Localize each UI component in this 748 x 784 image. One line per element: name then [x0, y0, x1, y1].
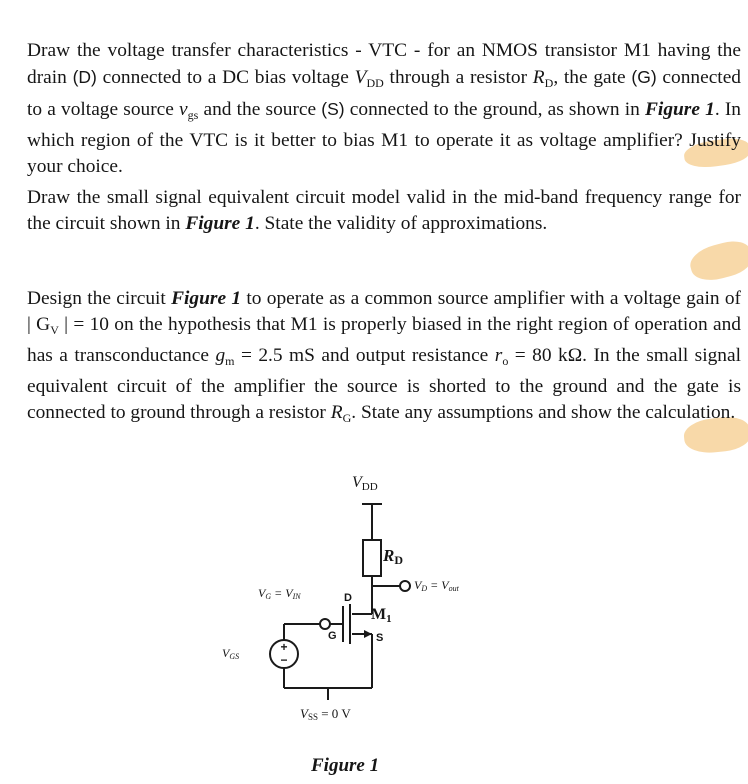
vgs-label: VGS [222, 646, 240, 661]
question-1: Draw the voltage transfer characteristics - VTC - for an NMOS transistor M1 having the drain (D) connected to a DC bias voltage $V_{DD}$ through a resistor $R_D$, the gate (G) connected to a voltage source $v_{gs}$ and the source (S) connected to the ground, as shown in Figure 1. In which region of the VTC is it better to bias M1 to operate it as voltage amplifier? Justify your choice. [27, 40, 741, 177]
gate-pin-label: G [328, 630, 337, 642]
vgs-minus-sign: − [280, 653, 288, 667]
gate-terminal [320, 619, 330, 629]
m1-label: M1 [371, 606, 392, 625]
resistor-rd [363, 540, 381, 576]
question-3: Design the circuit Figure 1 to operate as a common source amplifier with a voltage gain of | $G_V$ | = 10 on the hypothesis that M1 is properly biased in the right region of operation and has a transconductance $g_m = 2.5$ mS and output resistance $r_o = 80$ kΩ. In the small signal equivalent circuit of the amplifier the source is shorted to the ground and the gate is connected to ground through a resistor $R_G$. State any assumptions and show the calculation. [27, 288, 741, 425]
vg-label: VG = VIN [258, 586, 301, 601]
vdd-label: VDD [352, 474, 378, 493]
figure-reference: Figure 1 [171, 288, 242, 309]
drain-pin-label: D [344, 592, 352, 604]
figure-reference: Figure 1 [645, 99, 715, 120]
figure-reference: Figure 1 [185, 213, 255, 234]
vout-terminal [400, 581, 410, 591]
figure-caption: Figure 1 [311, 755, 380, 776]
question-2: Draw the small signal equivalent circuit model valid in the mid-band frequency range for the circuit shown in Figure 1. State the validity of approximations. [27, 187, 741, 234]
source-arrow-icon [364, 630, 372, 638]
vout-label: VD = Vout [414, 578, 459, 593]
vss-label: VSS = 0 V [300, 706, 351, 722]
source-pin-label: S [376, 632, 384, 644]
vgs-plus-sign: + [280, 640, 288, 654]
rd-label: RD [383, 546, 404, 567]
